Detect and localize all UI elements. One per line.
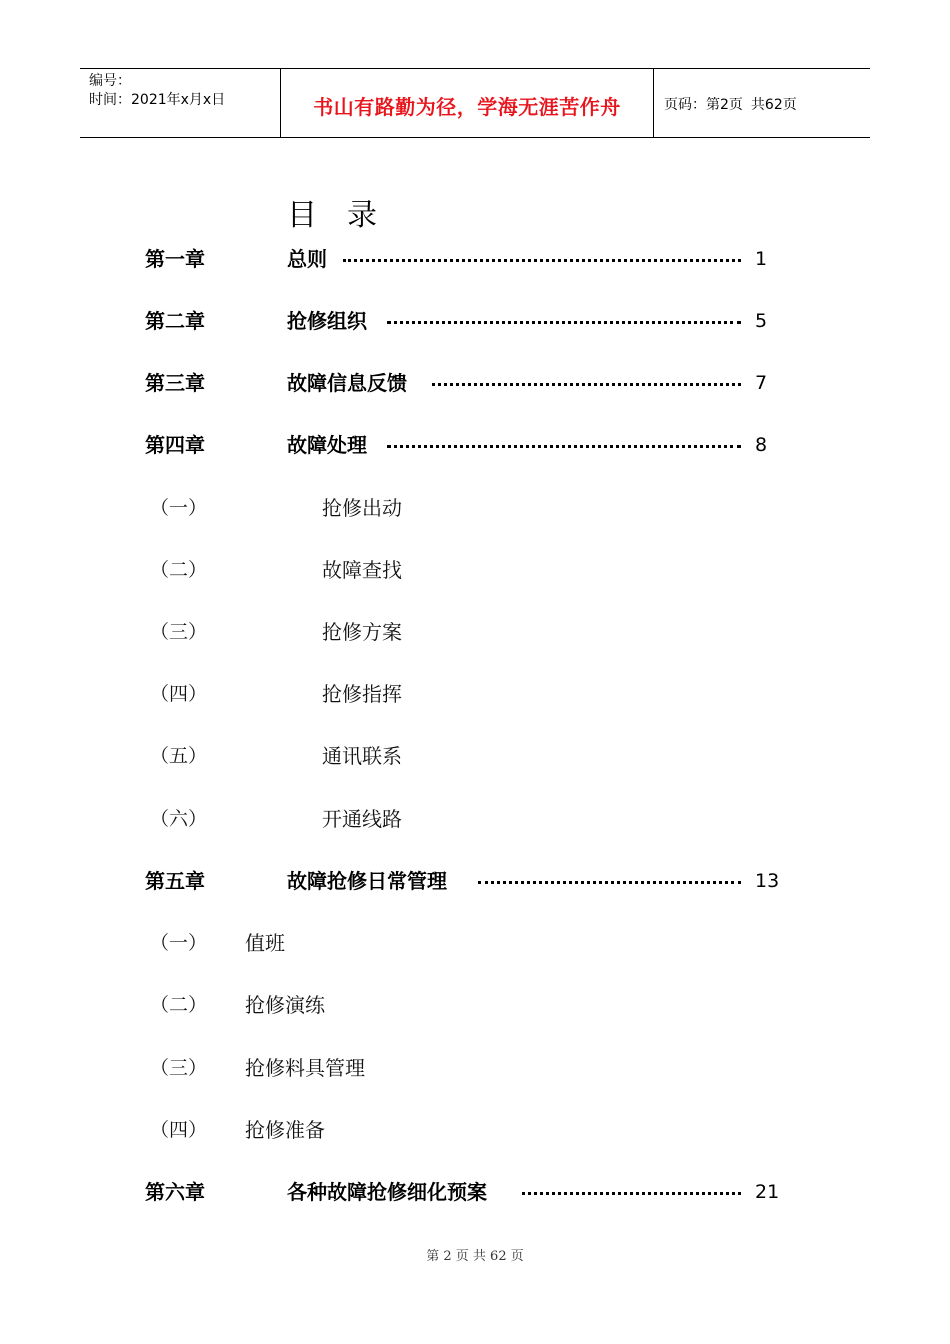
toc-section[interactable] (0, 928, 950, 958)
header-page-label: 页码：第2页 (664, 97, 743, 113)
dot-leader (522, 1177, 741, 1207)
section-number: （三） (150, 1057, 208, 1079)
chapter-label: 第五章 (145, 869, 205, 893)
section-title: 故障查找 (322, 558, 402, 582)
chapter-label: 第四章 (145, 433, 205, 457)
chapter-title: 总则 (287, 247, 327, 271)
chapter-title: 故障信息反馈 (287, 371, 407, 395)
section-number: （二） (150, 994, 208, 1016)
chapter-title: 故障抢修日常管理 (287, 869, 447, 893)
toc-entry-chapter-5[interactable] (0, 866, 950, 896)
chapter-label: 第六章 (145, 1180, 205, 1204)
section-title: 值班 (245, 931, 285, 955)
chapter-title: 故障处理 (287, 433, 367, 457)
page-number: 13 (755, 870, 780, 892)
dot-leader (478, 866, 741, 896)
toc-entry-chapter-1[interactable] (0, 244, 950, 274)
toc-section[interactable] (0, 990, 950, 1020)
section-title: 抢修准备 (245, 1118, 325, 1142)
dot-leader (432, 368, 741, 398)
header-time-label: 时间：2021年x月x日 (89, 92, 226, 108)
chapter-title: 各种故障抢修细化预案 (287, 1180, 487, 1204)
section-title: 抢修出动 (322, 496, 402, 520)
dot-leader (387, 306, 741, 336)
section-title: 抢修方案 (322, 620, 402, 644)
chapter-title: 抢修组织 (287, 309, 367, 333)
section-number: （四） (150, 1119, 208, 1141)
section-number: （二） (150, 559, 208, 581)
section-title: 抢修料具管理 (245, 1056, 365, 1080)
section-number: （四） (150, 683, 208, 705)
section-number: （五） (150, 745, 208, 767)
header-motto: 书山有路勤为径，学海无涯苦作舟 (313, 94, 621, 119)
section-title: 开通线路 (322, 807, 402, 831)
toc-section[interactable] (0, 1053, 950, 1083)
toc-section[interactable] (0, 679, 950, 709)
toc-entry-chapter-4[interactable] (0, 430, 950, 460)
dot-leader (387, 430, 741, 460)
header-number-label: 编号： (89, 73, 131, 89)
toc-section[interactable] (0, 493, 950, 523)
section-title: 抢修指挥 (322, 682, 402, 706)
header-motto-cell (281, 69, 654, 137)
section-title: 抢修演练 (245, 993, 325, 1017)
toc-entry-chapter-6[interactable] (0, 1177, 950, 1207)
toc-entry-chapter-2[interactable] (0, 306, 950, 336)
page-number: 21 (755, 1181, 780, 1203)
page-number: 5 (755, 310, 768, 332)
section-number: （一） (150, 932, 208, 954)
section-number: （六） (150, 808, 208, 830)
toc-section[interactable] (0, 555, 950, 585)
toc-title: 目录 (287, 198, 407, 233)
toc-section[interactable] (0, 741, 950, 771)
section-number: （一） (150, 497, 208, 519)
header-total-label: 共62页 (750, 97, 797, 113)
page-footer (0, 1245, 950, 1264)
toc-section[interactable] (0, 617, 950, 647)
header-page-cell (654, 69, 870, 137)
chapter-label: 第二章 (145, 309, 205, 333)
section-number: （三） (150, 621, 208, 643)
header-meta-cell (80, 69, 281, 137)
document-header (80, 68, 870, 138)
toc-section[interactable] (0, 804, 950, 834)
toc-entry-chapter-3[interactable] (0, 368, 950, 398)
page-number: 7 (755, 372, 768, 394)
chapter-label: 第三章 (145, 371, 205, 395)
page-number: 8 (755, 434, 768, 456)
dot-leader (343, 244, 741, 274)
page-number: 1 (755, 248, 768, 270)
chapter-label: 第一章 (145, 247, 205, 271)
section-title: 通讯联系 (322, 744, 402, 768)
footer-page-text: 第 2 页 共 62 页 (426, 1249, 524, 1264)
toc-section[interactable] (0, 1115, 950, 1145)
